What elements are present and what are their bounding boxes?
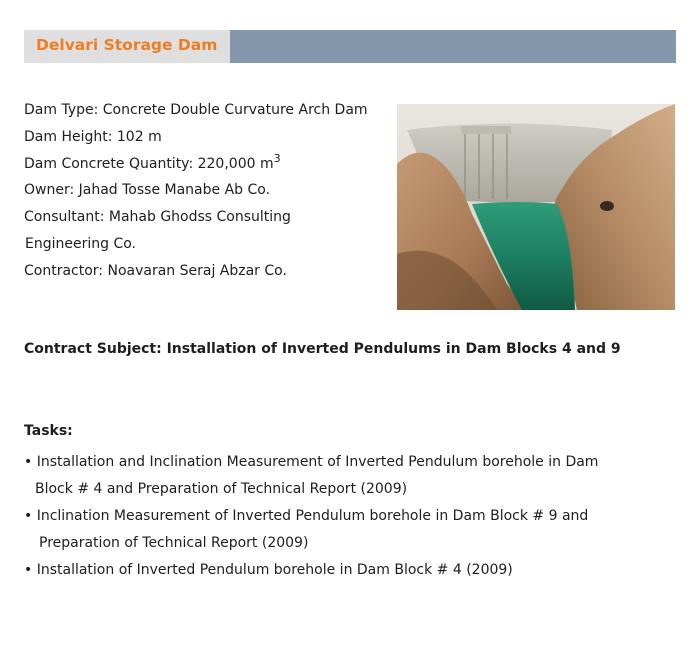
dam-info xyxy=(24,97,394,285)
consultant-line-2: Engineering Co. xyxy=(25,235,136,252)
dam-type: Dam Type: Concrete Double Curvature Arch Dam xyxy=(24,102,368,118)
unit-exponent: 3 xyxy=(273,151,281,165)
owner: Owner: Jahad Tosse Manabe Ab Co. xyxy=(24,182,271,199)
header-bar xyxy=(24,30,676,63)
task-item xyxy=(24,449,664,503)
concrete-quantity xyxy=(24,151,394,178)
task-item xyxy=(24,557,664,584)
task-list xyxy=(24,449,664,584)
dam-crest xyxy=(461,126,511,134)
dam-height: Dam Height: 102 m xyxy=(24,128,162,145)
task-item-line-2: Block # 4 and Preparation of Technical Report (2009) xyxy=(35,481,408,497)
task-item-line-2: Preparation of Technical Report (2009) xyxy=(39,535,309,551)
dam-reservoir-photo xyxy=(397,104,675,310)
page-title: Delvari Storage Dam xyxy=(36,36,218,54)
consultant-line-1: Consultant: Mahab Ghodss Consulting xyxy=(24,209,291,226)
task-item xyxy=(24,503,664,557)
tunnel-opening xyxy=(600,201,614,211)
contractor: Contractor: Noavaran Seraj Abzar Co. xyxy=(24,262,287,279)
header-title-tab xyxy=(24,30,230,63)
task-item-line-1: • Installation of Inverted Pendulum borehole in Dam Block # 4 (2009) xyxy=(24,562,513,578)
contract-subject: Contract Subject: Installation of Inverted Pendulums in Dam Blocks 4 and 9 xyxy=(24,341,621,357)
tasks-heading: Tasks: xyxy=(24,423,73,439)
task-item-line-1: • Inclination Measurement of Inverted Pendulum borehole in Dam Block # 9 and xyxy=(24,508,589,524)
task-item-line-1: • Installation and Inclination Measurement of Inverted Pendulum borehole in Dam xyxy=(24,454,599,470)
concrete-quantity-text: Dam Concrete Quantity: 220,000 m xyxy=(24,155,274,172)
